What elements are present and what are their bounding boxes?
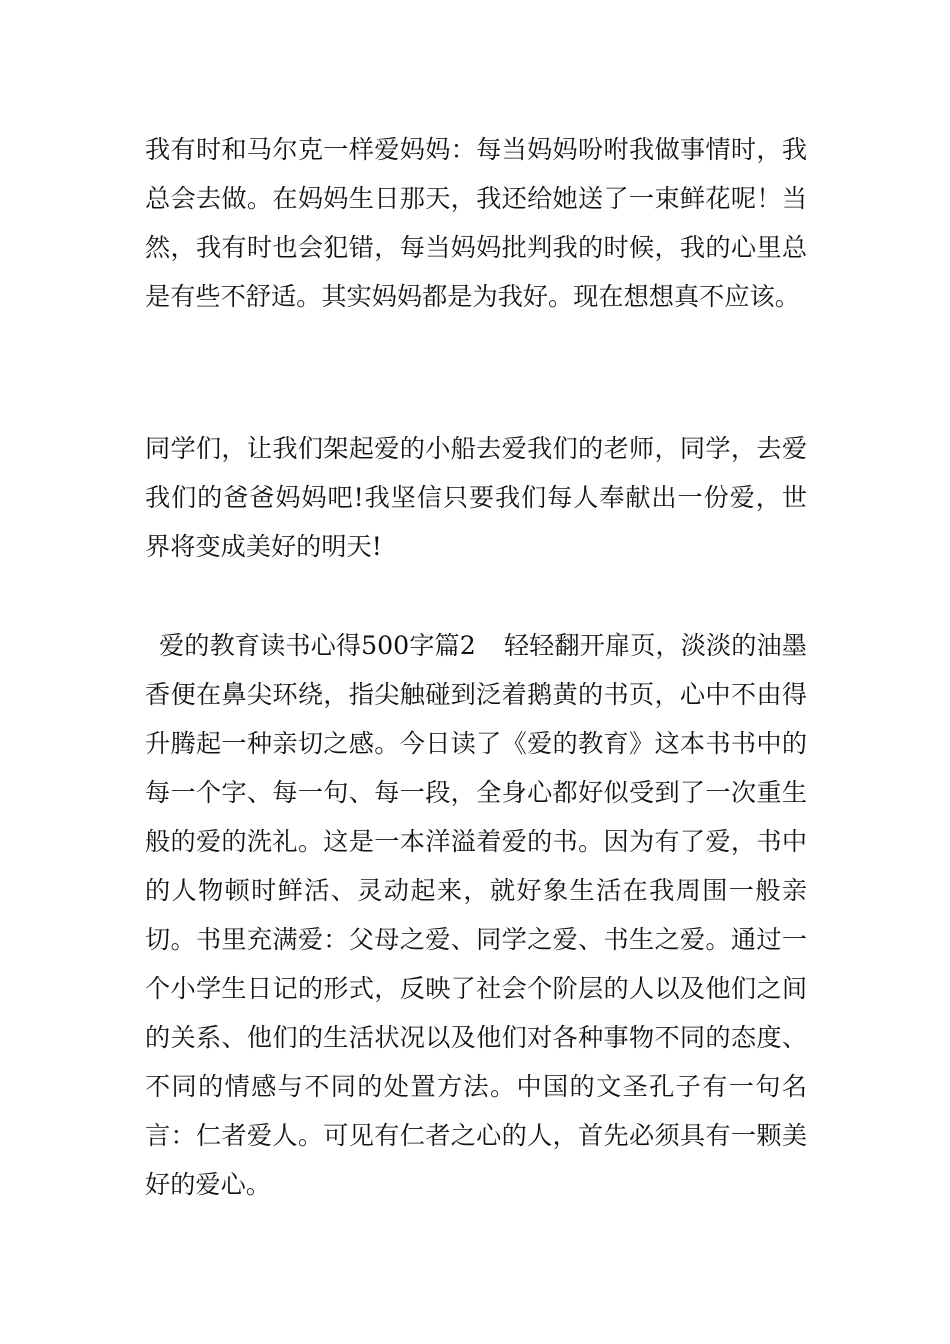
- section-paragraph: [145, 621, 807, 1209]
- body-paragraph: 我有时和马尔克一样爱妈妈：每当妈妈吩咐我做事情时，我总会去做。在妈妈生日那天，我还给她送了一束鲜花呢！当然，我有时也会犯错，每当妈妈批判我的时候，我的心里总是有些不舒适。其实妈妈都是为我好。现在想想真不应该。: [145, 135, 807, 311]
- section-heading: 爱的教育读书心得500字篇2: [159, 631, 476, 660]
- body-paragraph: 同学们，让我们架起爱的小船去爱我们的老师，同学，去爱我们的爸爸妈妈吧!我坚信只要我们每人奉献出一份爱，世界将变成美好的明天!: [145, 434, 807, 561]
- section-body: 轻轻翻开扉页，淡淡的油墨香便在鼻尖环绕，指尖触碰到泛着鹅黄的书页，心中不由得升腾起一种亲切之感。今日读了《爱的教育》这本书书中的每一个字、每一句、每一段，全身心都好似受到了一次重生般的爱的洗礼。这是一本洋溢着爱的书。因为有了爱，书中的人物顿时鲜活、灵动起来，就好象生活在我周围一般亲切。书里充满爱：父母之爱、同学之爱、书生之爱。通过一个小学生日记的形式，反映了社会个阶层的人以及他们之间的关系、他们的生活状况以及他们对各种事物不同的态度、不同的情感与不同的处置方法。中国的文圣孔子有一句名言：仁者爱人。可见有仁者之心的人，首先必须具有一颗美好的爱心。: [145, 631, 807, 1199]
